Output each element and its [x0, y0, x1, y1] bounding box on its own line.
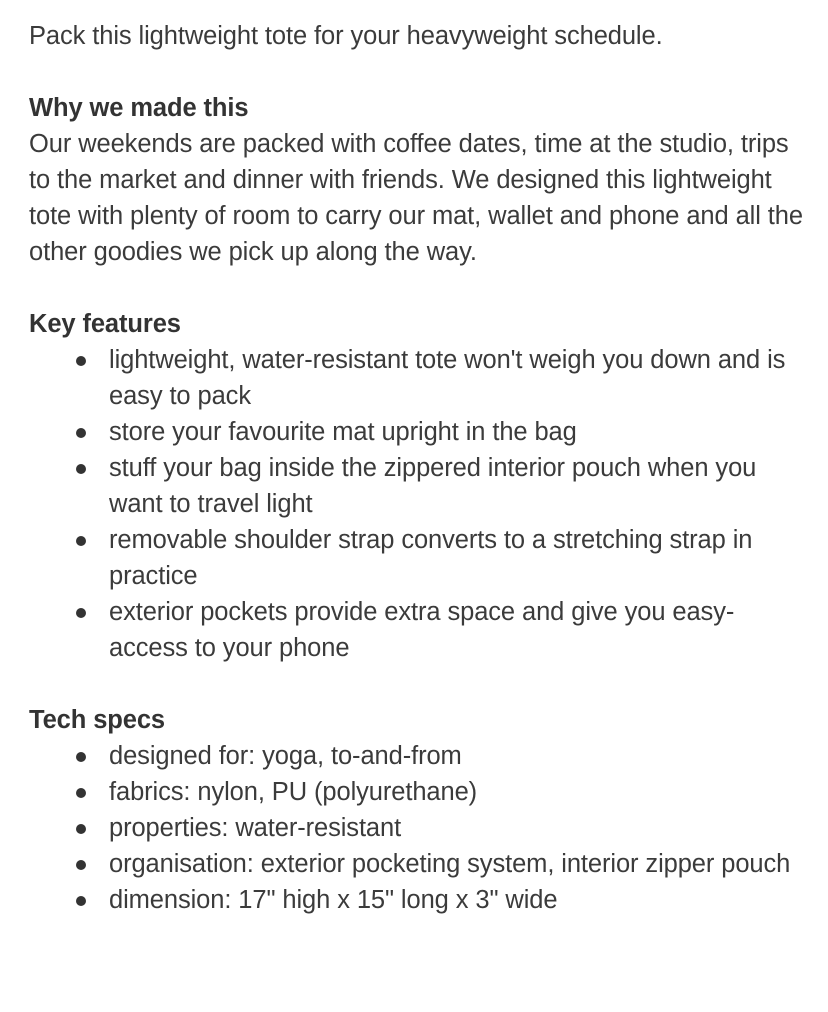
bullet-icon	[76, 464, 86, 474]
list-item	[29, 414, 809, 450]
features-list	[29, 342, 809, 666]
spacer	[29, 270, 809, 306]
spec-text: fabrics: nylon, PU (polyurethane)	[109, 778, 478, 806]
bullet-icon	[76, 536, 86, 546]
list-item	[29, 846, 809, 882]
feature-text: stuff your bag inside the zippered interior pouch when you want to travel light	[109, 454, 757, 518]
feature-text: lightweight, water-resistant tote won't weigh you down and is easy to pack	[109, 346, 786, 410]
features-heading: Key features	[29, 310, 181, 338]
spec-text: organisation: exterior pocketing system, interior zipper pouch	[109, 850, 791, 878]
spacer	[29, 666, 809, 702]
bullet-icon	[76, 356, 86, 366]
specs-list	[29, 738, 809, 918]
bullet-icon	[76, 788, 86, 798]
list-item	[29, 522, 809, 594]
bullet-icon	[76, 752, 86, 762]
feature-text: exterior pockets provide extra space and give you easy-access to your phone	[109, 598, 735, 662]
spec-text: designed for: yoga, to-and-from	[109, 742, 462, 770]
bullet-icon	[76, 608, 86, 618]
bullet-icon	[76, 896, 86, 906]
feature-text: removable shoulder strap converts to a stretching strap in practice	[109, 526, 753, 590]
product-description	[29, 18, 809, 918]
bullet-icon	[76, 824, 86, 834]
list-item	[29, 738, 809, 774]
bullet-icon	[76, 428, 86, 438]
list-item	[29, 450, 809, 522]
why-body: Our weekends are packed with coffee dates, time at the studio, trips to the market and dinner with friends. We designed this lightweight tote with plenty of room to carry our mat, wallet and phone and all the other goodies we pick up along the way.	[29, 130, 803, 266]
feature-text: store your favourite mat upright in the bag	[109, 418, 577, 446]
bullet-icon	[76, 860, 86, 870]
why-heading: Why we made this	[29, 94, 249, 122]
list-item	[29, 342, 809, 414]
list-item	[29, 882, 809, 918]
list-item	[29, 810, 809, 846]
spec-text: dimension: 17" high x 15" long x 3" wide	[109, 886, 558, 914]
spacer	[29, 54, 809, 90]
spec-text: properties: water-resistant	[109, 814, 402, 842]
intro-text: Pack this lightweight tote for your heavyweight schedule.	[29, 22, 663, 50]
list-item	[29, 774, 809, 810]
specs-heading: Tech specs	[29, 706, 166, 734]
list-item	[29, 594, 809, 666]
